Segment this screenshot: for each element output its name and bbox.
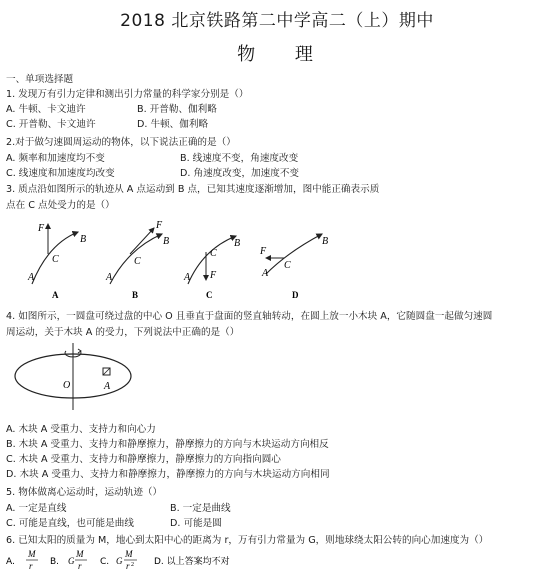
svg-text:G: G <box>68 556 75 566</box>
q1-stem: 1. 发现万有引力定律和测出引力常量的科学家分别是（） <box>6 89 249 100</box>
q3-c-label-b: B <box>234 238 241 249</box>
q4-stem-line1: 4. 如图所示，一圆盘可绕过盘的中心 O 且垂直于盘面的竖直轴转动，在圆上放一小木块 A，它随圆盘一起做匀速圆 <box>6 311 493 322</box>
q3-a-label-b: B <box>80 234 87 245</box>
q6-formula-b <box>68 549 87 571</box>
q6-stem: 6. 已知太阳的质量为 M，地心到太阳中心的距离为 r，万有引力常量为 G，则地球绕太阳公转的向心加速度为（） <box>6 535 489 546</box>
svg-text:M: M <box>76 549 84 559</box>
svg-text:G: G <box>116 556 123 566</box>
q6-formula-a <box>26 549 38 571</box>
q3-caption-b: B <box>132 290 139 300</box>
q4-option-a: A. 木块 A 受重力、支持力和向心力 <box>6 424 156 435</box>
q6-option-b-label: B. <box>50 557 60 567</box>
q4-option-d: D. 木块 A 受重力、支持力和静摩擦力，静摩擦力的方向与木块运动方向相同 <box>6 469 330 480</box>
q3-c-label-c: C <box>210 248 217 259</box>
q3-d-label-a: A <box>262 268 269 279</box>
q6-option-c-label: C. <box>100 557 110 567</box>
q2-option-d: D. 角速度改变，加速度不变 <box>180 168 300 179</box>
page-title: 2018 北京铁路第二中学高二（上）期中 <box>120 11 434 31</box>
q3-stem-line2: 点在 C 点处受力的是（） <box>6 200 115 211</box>
q6-formula-c <box>116 549 137 571</box>
q4-option-b: B. 木块 A 受重力、支持力和静摩擦力，静摩擦力的方向与木块运动方向相反 <box>6 439 329 450</box>
q3-option-c-diagram <box>183 236 240 284</box>
q3-option-a-diagram <box>27 223 86 284</box>
q3-caption-a: A <box>52 290 59 300</box>
q1-option-a: A. 牛顿、卡文迪许 <box>6 104 86 115</box>
q6-option-d: D. 以上答案均不对 <box>154 557 230 567</box>
q2-option-b: B. 线速度不变，角速度改变 <box>180 153 299 164</box>
q2-stem: 2.对于做匀速圆周运动的物体，以下说法正确的是（） <box>6 137 236 148</box>
q2-option-a: A. 频率和加速度均不变 <box>6 153 105 164</box>
q3-option-d-diagram <box>259 234 328 279</box>
q4-figure <box>8 340 148 412</box>
q5-stem: 5. 物体做离心运动时，运动轨迹（） <box>6 487 163 498</box>
q6-option-a-label: A. <box>6 557 15 567</box>
q3-d-label-f: F <box>260 246 267 257</box>
q3-c-label-f: F <box>210 270 217 281</box>
svg-text:r: r <box>126 561 130 571</box>
section-heading: 一、单项选择题 <box>6 74 74 85</box>
q3-b-label-b: B <box>163 236 170 247</box>
q3-c-label-a: A <box>184 272 191 283</box>
q4-stem-line2: 周运动，关于木块 A 的受力，下列说法中正确的是（） <box>6 327 240 338</box>
q1-option-d: D. 牛顿、伽利略 <box>137 119 209 130</box>
q3-a-label-c: C <box>52 254 59 265</box>
q3-b-label-f: F <box>156 220 163 231</box>
q6-options <box>6 546 266 576</box>
svg-text:r: r <box>29 561 33 571</box>
q3-a-label-a: A <box>28 272 35 283</box>
q3-stem-line1: 3. 质点沿如图所示的轨迹从 A 点运动到 B 点，已知其速度逐渐增加，图中能正确表示质 <box>6 184 380 195</box>
svg-text:2: 2 <box>131 562 134 568</box>
q5-option-b: B. 一定是曲线 <box>170 503 231 514</box>
q3-d-label-b: B <box>322 236 329 247</box>
q3-figure <box>18 214 338 302</box>
q4-center-label: O <box>63 380 71 391</box>
svg-text:r: r <box>78 561 82 571</box>
q2-option-c: C. 线速度和加速度均改变 <box>6 168 115 179</box>
q4-option-c: C. 木块 A 受重力、支持力和静摩擦力，静摩擦力的方向指向圆心 <box>6 454 281 465</box>
q3-b-label-c: C <box>134 256 141 267</box>
q5-option-c: C. 可能是直线，也可能是曲线 <box>6 518 134 529</box>
svg-text:M: M <box>125 549 133 559</box>
q4-block-label: A <box>104 381 111 392</box>
subject-title: 物 理 <box>237 44 317 65</box>
q1-option-b: B. 开普勒、伽利略 <box>137 104 217 115</box>
q3-b-label-a: A <box>106 272 113 283</box>
q3-d-label-c: C <box>284 260 291 271</box>
q1-option-c: C. 开普勒、卡文迪许 <box>6 119 96 130</box>
q3-option-b-diagram <box>105 220 169 284</box>
q5-option-d: D. 可能是圆 <box>170 518 222 529</box>
q5-option-a: A. 一定是直线 <box>6 503 67 514</box>
q3-caption-d: D <box>292 290 299 300</box>
q3-caption-c: C <box>206 290 213 300</box>
q3-a-label-f: F <box>38 223 45 234</box>
svg-text:M: M <box>28 549 36 559</box>
